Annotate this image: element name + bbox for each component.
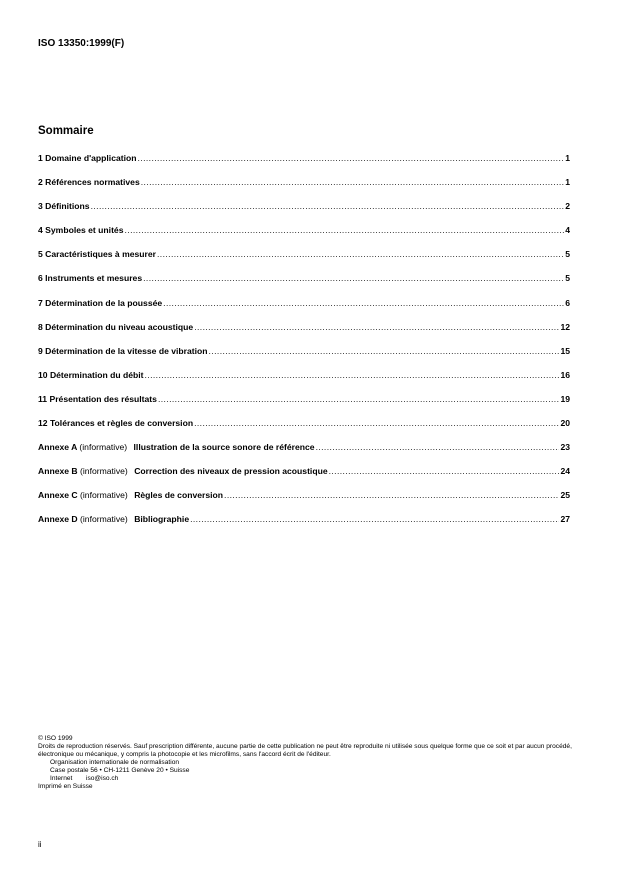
dot-leader	[91, 200, 565, 212]
toc-entry-page: 1	[565, 177, 570, 188]
toc-entry-label: 10 Détermination du débit	[38, 369, 144, 380]
annex-label	[38, 465, 328, 477]
dot-leader	[143, 272, 564, 284]
toc-entry-label: 1 Domaine d'application	[38, 153, 137, 163]
document-header: ISO 13350:1999(F)	[38, 38, 125, 49]
toc-entry[interactable]	[38, 393, 570, 417]
toc-annex-entry[interactable]	[38, 441, 570, 465]
internet-email[interactable]: iso@iso.ch	[86, 775, 119, 782]
toc-entry-page: 4	[565, 225, 570, 236]
dot-leader	[138, 152, 565, 164]
dot-leader	[158, 393, 560, 405]
dot-leader	[163, 297, 564, 309]
copyright-line: © ISO 1999	[38, 735, 73, 742]
toc-entry-page: 20	[560, 418, 570, 429]
annex-title: Règles de conversion	[134, 490, 224, 501]
dot-leader	[157, 248, 564, 260]
toc-annex-entry[interactable]	[38, 489, 570, 513]
page-number: ii	[38, 840, 42, 849]
annex-title: Illustration de la source sonore de référence	[133, 442, 315, 453]
annex-prefix: Annexe D	[38, 514, 78, 525]
printed-in: Imprimé en Suisse	[38, 783, 93, 790]
toc-entry[interactable]	[38, 321, 570, 345]
toc-entry[interactable]	[38, 248, 570, 272]
toc-entry-page: 15	[560, 345, 570, 356]
toc-entry[interactable]	[38, 272, 570, 296]
annex-title: Correction des niveaux de pression acoustique	[134, 466, 328, 477]
table-of-contents	[38, 152, 570, 538]
dot-leader	[141, 176, 564, 188]
toc-entry-label: 2 Références normatives	[38, 177, 140, 188]
annex-kind: (informative)	[80, 466, 128, 477]
toc-entry-page: 6	[565, 297, 570, 308]
toc-entry-label: 7 Détermination de la poussée	[38, 297, 163, 308]
dot-leader	[125, 224, 565, 236]
toc-entry-page: 5	[565, 249, 570, 260]
toc-entry[interactable]	[38, 417, 570, 441]
toc-entry-label: 11 Présentation des résultats	[38, 393, 157, 404]
toc-entry[interactable]	[38, 224, 570, 248]
toc-entry-label: 3 Définitions	[38, 201, 90, 212]
annex-prefix: Annexe B	[38, 466, 78, 477]
annex-kind: (informative)	[80, 514, 128, 525]
dot-leader	[329, 465, 560, 477]
toc-annex-entry[interactable]	[38, 465, 570, 489]
annex-prefix: Annexe A	[38, 442, 77, 453]
dot-leader	[145, 369, 560, 381]
annex-label	[38, 441, 315, 453]
toc-entry-label: 12 Tolérances et règles de conversion	[38, 418, 194, 429]
toc-entry-page: 23	[560, 442, 570, 453]
toc-entry[interactable]	[38, 152, 570, 176]
copyright-footer	[38, 735, 583, 791]
toc-entry-label: 5 Caractéristiques à mesurer	[38, 249, 156, 260]
postal-address: Case postale 56 • CH-1211 Genève 20 • Suisse	[50, 767, 190, 774]
annex-label	[38, 489, 223, 501]
toc-entry-label: 4 Symboles et unités	[38, 225, 124, 236]
toc-entry-page: 19	[560, 393, 570, 404]
internet-contact	[38, 775, 583, 783]
annex-kind: (informative)	[79, 442, 128, 453]
annex-label	[38, 513, 189, 525]
toc-entry-page: 16	[560, 369, 570, 380]
toc-title: Sommaire	[38, 125, 94, 137]
toc-annex-entry[interactable]	[38, 513, 570, 537]
toc-entry-page: 12	[560, 321, 570, 332]
toc-entry-page: 1	[565, 153, 570, 163]
toc-entry[interactable]	[38, 200, 570, 224]
annex-prefix: Annexe C	[38, 490, 78, 501]
toc-entry[interactable]	[38, 345, 570, 369]
toc-entry-page: 24	[560, 466, 570, 477]
toc-entry-page: 27	[560, 514, 570, 525]
toc-entry-label: 8 Détermination du niveau acoustique	[38, 321, 194, 332]
dot-leader	[194, 321, 559, 333]
dot-leader	[316, 441, 560, 453]
toc-entry-label: 6 Instruments et mesures	[38, 273, 143, 284]
dot-leader	[190, 513, 559, 525]
toc-entry[interactable]	[38, 369, 570, 393]
dot-leader	[224, 489, 559, 501]
dot-leader	[209, 345, 560, 357]
toc-entry-page: 2	[565, 201, 570, 212]
toc-entry[interactable]	[38, 297, 570, 321]
toc-entry-page: 25	[560, 490, 570, 501]
toc-entry[interactable]	[38, 176, 570, 200]
organisation-name: Organisation internationale de normalisation	[50, 759, 180, 766]
toc-entry-label: 9 Détermination de la vitesse de vibration	[38, 345, 208, 356]
internet-label: Internet	[50, 775, 73, 782]
toc-entry-page: 5	[565, 273, 570, 284]
dot-leader	[194, 417, 559, 429]
annex-title: Bibliographie	[134, 514, 190, 525]
rights-notice: Droits de reproduction réservés. Sauf prescription différente, aucune partie de cette publication ne peut être reproduite ni utilisée sous quelque forme que ce soit et par aucun procédé, électronique ou mécanique, y compris la photocopie et les microfilms, sans l'accord écrit de l'éditeur.	[38, 743, 572, 758]
annex-kind: (informative)	[80, 490, 128, 501]
